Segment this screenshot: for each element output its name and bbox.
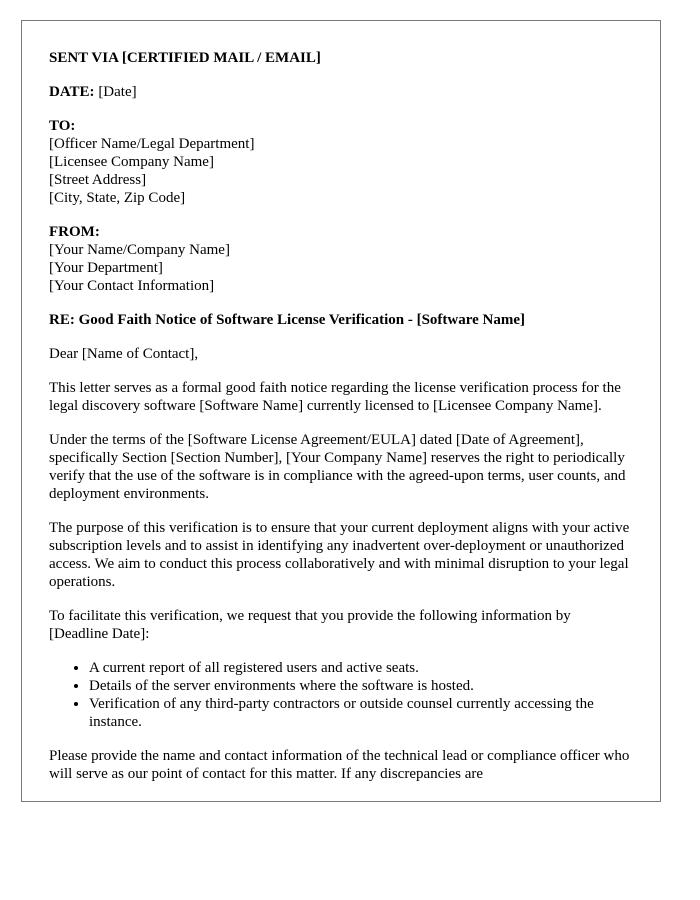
date-label: DATE: (49, 84, 95, 100)
paragraph-verification-purpose: The purpose of this verification is to ensure that your current deployment aligns with your active subscription levels and to assist in identifying any inadvertent over-deployment or unauthorized access. We aim to conduct this process collaboratively and with minimal disruption to your legal operations. (49, 520, 630, 590)
paragraph-information-request: To facilitate this verification, we request that you provide the following information by [Deadline Date]: (49, 608, 571, 642)
to-line-street: [Street Address] (49, 172, 147, 188)
from-line-name: [Your Name/Company Name] (49, 242, 230, 258)
letter-page (21, 20, 661, 802)
letter-body (22, 21, 660, 783)
salutation: Dear [Name of Contact], (49, 346, 199, 362)
sent-via-line: SENT VIA [CERTIFIED MAIL / EMAIL] (49, 50, 321, 66)
from-label: FROM: (49, 224, 100, 240)
paragraph-point-of-contact: Please provide the name and contact information of the technical lead or compliance officer who will serve as our point of contact for this matter. If any discrepancies are (49, 748, 630, 782)
from-block (49, 223, 633, 295)
to-line-officer: [Officer Name/Legal Department] (49, 136, 255, 152)
paragraph-purpose-notice: This letter serves as a formal good faith notice regarding the license verification process for the legal discovery software [Software Name] currently licensed to [Licensee Company Name]. (49, 380, 621, 414)
requested-items-list (49, 659, 633, 731)
to-line-company: [Licensee Company Name] (49, 154, 214, 170)
list-item: • A current report of all registered users and active seats. (89, 659, 633, 677)
to-block (49, 117, 633, 207)
to-line-city: [City, State, Zip Code] (49, 190, 186, 206)
paragraph-agreement-terms: Under the terms of the [Software License Agreement/EULA] dated [Date of Agreement], specifically Section [Section Number], [Your Company Name] reserves the right to periodically verify that the use of the software is in compliance with the agreed-upon terms, user counts, and deployment environments. (49, 432, 626, 502)
date-line (49, 83, 633, 101)
from-line-department: [Your Department] (49, 260, 163, 276)
date-value: [Date] (98, 84, 137, 100)
from-line-contact: [Your Contact Information] (49, 278, 215, 294)
to-label: TO: (49, 118, 76, 134)
list-item: • Details of the server environments where the software is hosted. (89, 677, 633, 695)
list-item: • Verification of any third-party contractors or outside counsel currently accessing the instance. (89, 695, 633, 731)
subject-line: RE: Good Faith Notice of Software License Verification - [Software Name] (49, 312, 526, 328)
